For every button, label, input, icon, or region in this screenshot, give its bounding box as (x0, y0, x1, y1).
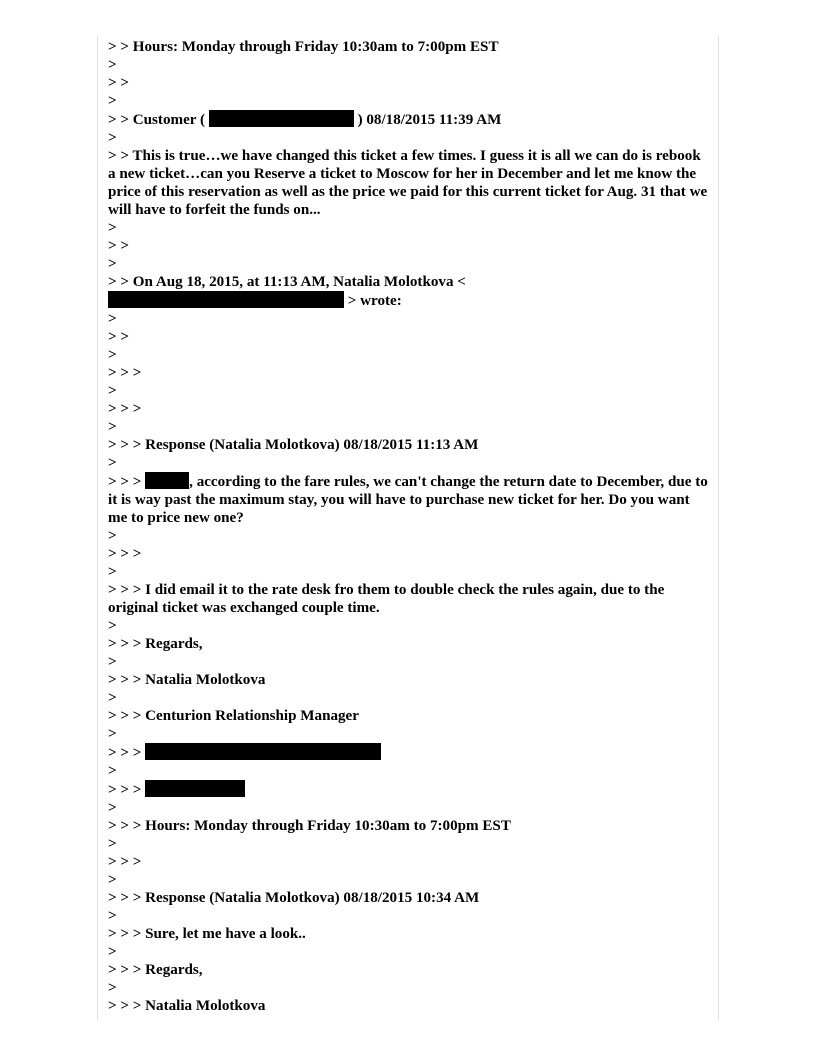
signature-name: > > > Natalia Molotkova (108, 672, 266, 688)
redaction-bar (145, 472, 189, 489)
rate-desk-message: > > > I did email it to the rate desk fro them to double check the rules again, due to the original ticket was exchanged couple time. (108, 582, 669, 616)
quote-marker: > (108, 528, 117, 544)
quote-marker: > (108, 980, 117, 996)
customer-header-prefix: > > Customer ( (108, 112, 205, 128)
response-header: > > > Response (Natalia Molotkova) 08/18/2015 11:13 AM (108, 437, 479, 453)
quote-marker: > (108, 383, 117, 399)
quote-marker: > (108, 872, 117, 888)
quote-marker: > (108, 944, 117, 960)
quote-marker: > (108, 220, 117, 236)
attribution-line-email (108, 291, 710, 310)
quote-marker: > > (108, 329, 129, 345)
response-message: > > > Sure, let me have a look.. (108, 926, 306, 942)
wrote-label: > wrote: (347, 293, 402, 309)
regards-line: > > > Regards, (108, 962, 203, 978)
quote-marker: > (108, 654, 117, 670)
quote-marker: > (108, 800, 117, 816)
regards-line: > > > Regards, (108, 636, 203, 652)
response-message-text: , according to the fare rules, we can't change the return date to December, due to it is way past the maximum stay, you will have to purchase new ticket for her. Do you want me to price new one? (108, 474, 712, 526)
redaction-bar (145, 780, 245, 797)
quote-marker: > (108, 311, 117, 327)
quote-marker: > > > (108, 365, 142, 381)
redaction-bar (108, 291, 344, 308)
signature-redacted-line (108, 743, 710, 762)
redaction-bar (209, 110, 354, 127)
quote-prefix: > > > (108, 474, 142, 490)
customer-message: > > This is true…we have changed this ticket a few times. I guess it is all we can do is rebook a new ticket…can you Reserve a ticket to Moscow for her in December and let me know the price of this reservation as well as the price we paid for this current ticket for Aug. 31 that we will have to forfeit the funds on... (108, 148, 711, 218)
email-thread (108, 38, 710, 1015)
quote-prefix: > > > (108, 745, 142, 761)
signature-name: > > > Natalia Molotkova (108, 998, 266, 1014)
quote-marker: > (108, 564, 117, 580)
quote-marker: > > (108, 75, 129, 91)
quote-marker: > (108, 347, 117, 363)
quote-marker: > (108, 419, 117, 435)
quote-prefix: > > > (108, 782, 142, 798)
quote-marker: > (108, 618, 117, 634)
quote-marker: > (108, 763, 117, 779)
quote-marker: > (108, 93, 117, 109)
redaction-bar (145, 743, 381, 760)
quote-marker: > (108, 130, 117, 146)
hours-line: > > > Hours: Monday through Friday 10:30am to 7:00pm EST (108, 818, 511, 834)
quote-marker: > > (108, 238, 129, 254)
hours-line: > > Hours: Monday through Friday 10:30am to 7:00pm EST (108, 39, 499, 55)
quote-marker: > (108, 256, 117, 272)
signature-title: > > > Centurion Relationship Manager (108, 708, 359, 724)
quote-marker: > (108, 690, 117, 706)
quote-marker: > (108, 908, 117, 924)
response-header: > > > Response (Natalia Molotkova) 08/18/2015 10:34 AM (108, 890, 480, 906)
signature-redacted-line (108, 780, 710, 799)
quote-marker: > (108, 57, 117, 73)
quote-marker: > > > (108, 546, 142, 562)
quote-marker: > > > (108, 401, 142, 417)
attribution-line: > > On Aug 18, 2015, at 11:13 AM, Natalia Molotkova < (108, 274, 466, 290)
customer-header (108, 110, 710, 129)
response-message (108, 472, 710, 527)
quote-marker: > (108, 726, 117, 742)
customer-header-date: ) 08/18/2015 11:39 AM (357, 112, 502, 128)
quote-marker: > (108, 455, 117, 471)
quote-marker: > > > (108, 854, 142, 870)
quote-marker: > (108, 836, 117, 852)
